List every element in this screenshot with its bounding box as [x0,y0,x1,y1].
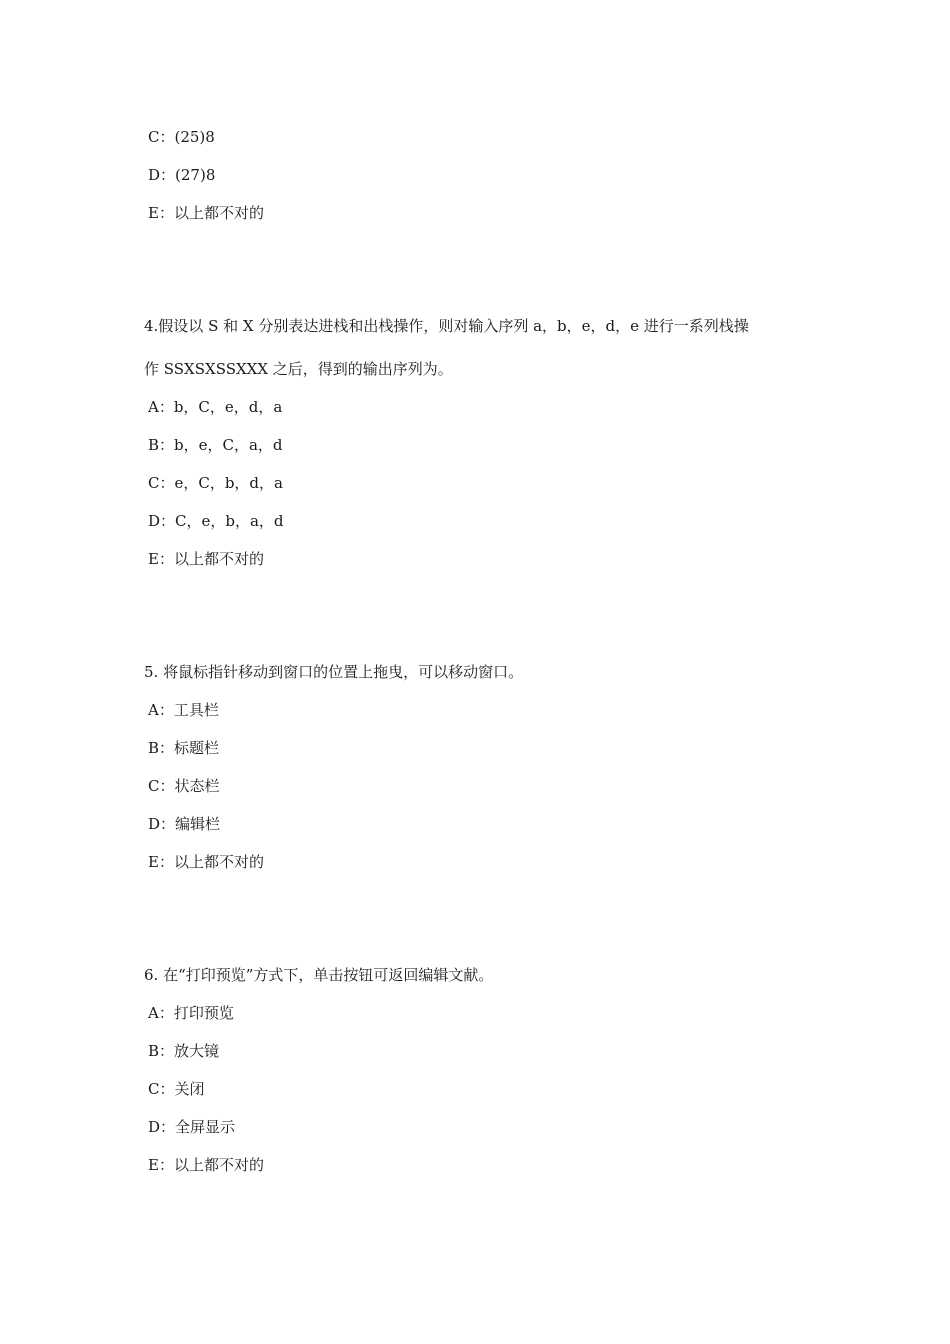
question-4-option-e: E：以上都不对的 [148,550,264,568]
option-c: C：(25)8 [148,128,215,146]
question-5-stem: 5. 将鼠标指针移动到窗口的位置上拖曳，可以移动窗口。 [144,663,524,681]
option-e: E：以上都不对的 [148,204,264,222]
question-5-option-e: E：以上都不对的 [148,853,264,871]
question-5-option-c: C：状态栏 [148,777,220,795]
question-4-option-b: B：b，e，C，a，d [148,436,283,454]
question-4-stem-cont: 作 SSXSXSSXXX 之后，得到的输出序列为。 [144,360,453,378]
question-4-stem: 4.假设以 S 和 X 分别表达进栈和出栈操作，则对输入序列 a，b，e，d，e 进行一系列栈操 [144,317,749,335]
question-5-option-d: D：编辑栏 [148,815,221,833]
question-6-option-b: B：放大镜 [148,1042,220,1060]
question-4-option-c: C：e，C，b，d，a [148,474,283,492]
question-6-option-d: D：全屏显示 [148,1118,236,1136]
question-5-option-b: B：标题栏 [148,739,220,757]
question-6-option-c: C：关闭 [148,1080,205,1098]
question-6-option-e: E：以上都不对的 [148,1156,264,1174]
question-4-option-d: D：C，e，b，a，d [148,512,284,530]
question-4-option-a: A：b，C，e，d，a [148,398,283,416]
question-6-option-a: A：打印预览 [148,1004,234,1022]
question-6-stem: 6. 在“打印预览”方式下，单击按钮可返回编辑文献。 [144,966,494,984]
option-d: D：(27)8 [148,166,216,184]
question-5-option-a: A：工具栏 [148,701,219,719]
